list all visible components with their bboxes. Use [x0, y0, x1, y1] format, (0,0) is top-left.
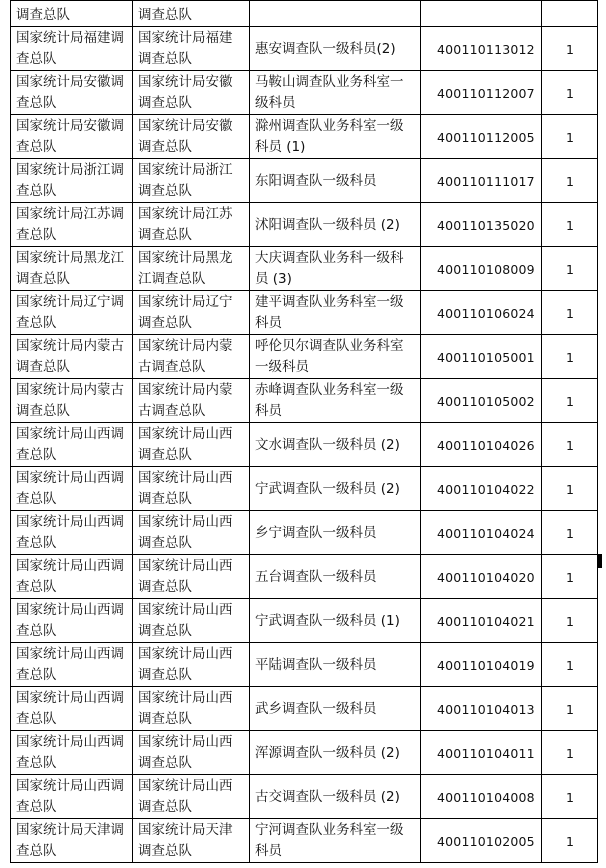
employer-cell: 国家统计局黑龙江调查总队 — [133, 247, 250, 291]
position-cell: 平陆调查队一级科员 — [250, 643, 421, 687]
position-code-cell: 400110113012 — [421, 27, 542, 71]
position-cell: 乡宁调查队一级科员 — [250, 511, 421, 555]
headcount-cell: 1 — [542, 159, 598, 203]
position-cell: 古交调查队一级科员 (2) — [250, 775, 421, 819]
position-code-cell: 400110104013 — [421, 687, 542, 731]
department-cell: 国家统计局山西调查总队 — [11, 511, 133, 555]
department-cell: 国家统计局江苏调查总队 — [11, 203, 133, 247]
headcount-cell: 1 — [542, 819, 598, 863]
table-row — [11, 643, 598, 687]
page-edge-mark — [598, 554, 602, 568]
employer-cell: 国家统计局天津调查总队 — [133, 819, 250, 863]
position-code-cell: 400110112005 — [421, 115, 542, 159]
position-cell: 呼伦贝尔调查队业务科室一级科员 — [250, 335, 421, 379]
table-row — [11, 731, 598, 775]
position-cell: 东阳调查队一级科员 — [250, 159, 421, 203]
headcount-cell: 1 — [542, 467, 598, 511]
department-cell: 国家统计局山西调查总队 — [11, 687, 133, 731]
employer-cell: 国家统计局内蒙古调查总队 — [133, 379, 250, 423]
position-cell — [250, 1, 421, 27]
position-code-cell: 400110105001 — [421, 335, 542, 379]
employer-cell: 国家统计局山西调查总队 — [133, 467, 250, 511]
department-cell: 国家统计局山西调查总队 — [11, 731, 133, 775]
headcount-cell: 1 — [542, 115, 598, 159]
position-code-cell: 400110112007 — [421, 71, 542, 115]
table-row — [11, 599, 598, 643]
table-row — [11, 71, 598, 115]
position-cell: 宁武调查队一级科员 (1) — [250, 599, 421, 643]
employer-cell: 国家统计局山西调查总队 — [133, 555, 250, 599]
table-row — [11, 115, 598, 159]
headcount-cell: 1 — [542, 643, 598, 687]
department-cell: 国家统计局山西调查总队 — [11, 555, 133, 599]
table-row — [11, 27, 598, 71]
table-row — [11, 555, 598, 599]
position-code-cell: 400110104024 — [421, 511, 542, 555]
position-cell: 马鞍山调查队业务科室一级科员 — [250, 71, 421, 115]
position-code-cell: 400110104021 — [421, 599, 542, 643]
department-cell: 国家统计局天津调查总队 — [11, 819, 133, 863]
position-code-cell: 400110104026 — [421, 423, 542, 467]
position-code-cell: 400110104020 — [421, 555, 542, 599]
employer-cell: 国家统计局山西调查总队 — [133, 731, 250, 775]
position-code-cell: 400110111017 — [421, 159, 542, 203]
employer-cell: 国家统计局福建调查总队 — [133, 27, 250, 71]
employer-cell: 国家统计局山西调查总队 — [133, 511, 250, 555]
department-cell: 调查总队 — [11, 1, 133, 27]
table-row — [11, 203, 598, 247]
table-row — [11, 511, 598, 555]
table-row — [11, 423, 598, 467]
table-row — [11, 291, 598, 335]
employer-cell: 国家统计局山西调查总队 — [133, 775, 250, 819]
headcount-cell: 1 — [542, 423, 598, 467]
table-row — [11, 247, 598, 291]
employer-cell: 国家统计局安徽调查总队 — [133, 71, 250, 115]
employer-cell: 国家统计局安徽调查总队 — [133, 115, 250, 159]
position-code-cell: 400110105002 — [421, 379, 542, 423]
table-row — [11, 379, 598, 423]
headcount-cell: 1 — [542, 247, 598, 291]
headcount-cell: 1 — [542, 291, 598, 335]
employer-cell: 国家统计局浙江调查总队 — [133, 159, 250, 203]
employer-cell: 国家统计局辽宁调查总队 — [133, 291, 250, 335]
position-code-cell: 400110106024 — [421, 291, 542, 335]
department-cell: 国家统计局浙江调查总队 — [11, 159, 133, 203]
position-code-cell: 400110104019 — [421, 643, 542, 687]
department-cell: 国家统计局黑龙江调查总队 — [11, 247, 133, 291]
position-code-cell: 400110108009 — [421, 247, 542, 291]
position-code-cell: 400110104011 — [421, 731, 542, 775]
position-cell: 宁武调查队一级科员 (2) — [250, 467, 421, 511]
department-cell: 国家统计局福建调查总队 — [11, 27, 133, 71]
table-row — [11, 467, 598, 511]
employer-cell: 国家统计局山西调查总队 — [133, 599, 250, 643]
position-cell: 建平调查队业务科室一级科员 — [250, 291, 421, 335]
department-cell: 国家统计局山西调查总队 — [11, 599, 133, 643]
department-cell: 国家统计局辽宁调查总队 — [11, 291, 133, 335]
headcount-cell: 1 — [542, 27, 598, 71]
department-cell: 国家统计局内蒙古调查总队 — [11, 335, 133, 379]
department-cell: 国家统计局安徽调查总队 — [11, 115, 133, 159]
table-row — [11, 1, 598, 27]
position-cell: 沭阳调查队一级科员 (2) — [250, 203, 421, 247]
employer-cell: 调查总队 — [133, 1, 250, 27]
department-cell: 国家统计局山西调查总队 — [11, 775, 133, 819]
department-cell: 国家统计局安徽调查总队 — [11, 71, 133, 115]
headcount-cell — [542, 1, 598, 27]
employer-cell: 国家统计局山西调查总队 — [133, 423, 250, 467]
position-cell: 惠安调查队一级科员(2) — [250, 27, 421, 71]
table-row — [11, 775, 598, 819]
position-code-cell — [421, 1, 542, 27]
headcount-cell: 1 — [542, 71, 598, 115]
headcount-cell: 1 — [542, 203, 598, 247]
position-cell: 文水调查队一级科员 (2) — [250, 423, 421, 467]
table-row — [11, 159, 598, 203]
headcount-cell: 1 — [542, 379, 598, 423]
employer-cell: 国家统计局山西调查总队 — [133, 643, 250, 687]
headcount-cell: 1 — [542, 599, 598, 643]
positions-table-body — [11, 1, 598, 863]
position-cell: 五台调查队一级科员 — [250, 555, 421, 599]
position-code-cell: 400110135020 — [421, 203, 542, 247]
position-cell: 宁河调查队业务科室一级科员 — [250, 819, 421, 863]
employer-cell: 国家统计局山西调查总队 — [133, 687, 250, 731]
headcount-cell: 1 — [542, 555, 598, 599]
headcount-cell: 1 — [542, 335, 598, 379]
department-cell: 国家统计局山西调查总队 — [11, 643, 133, 687]
headcount-cell: 1 — [542, 511, 598, 555]
position-code-cell: 400110104008 — [421, 775, 542, 819]
department-cell: 国家统计局山西调查总队 — [11, 467, 133, 511]
position-code-cell: 400110104022 — [421, 467, 542, 511]
employer-cell: 国家统计局江苏调查总队 — [133, 203, 250, 247]
employer-cell: 国家统计局内蒙古调查总队 — [133, 335, 250, 379]
position-cell: 武乡调查队一级科员 — [250, 687, 421, 731]
position-cell: 浑源调查队一级科员 (2) — [250, 731, 421, 775]
headcount-cell: 1 — [542, 775, 598, 819]
table-row — [11, 819, 598, 863]
table-row — [11, 335, 598, 379]
department-cell: 国家统计局山西调查总队 — [11, 423, 133, 467]
position-cell: 赤峰调查队业务科室一级科员 — [250, 379, 421, 423]
position-code-cell: 400110102005 — [421, 819, 542, 863]
headcount-cell: 1 — [542, 731, 598, 775]
position-cell: 大庆调查队业务科一级科员 (3) — [250, 247, 421, 291]
headcount-cell: 1 — [542, 687, 598, 731]
table-row — [11, 687, 598, 731]
position-cell: 滁州调查队业务科室一级科员 (1) — [250, 115, 421, 159]
department-cell: 国家统计局内蒙古调查总队 — [11, 379, 133, 423]
positions-table — [10, 0, 598, 863]
